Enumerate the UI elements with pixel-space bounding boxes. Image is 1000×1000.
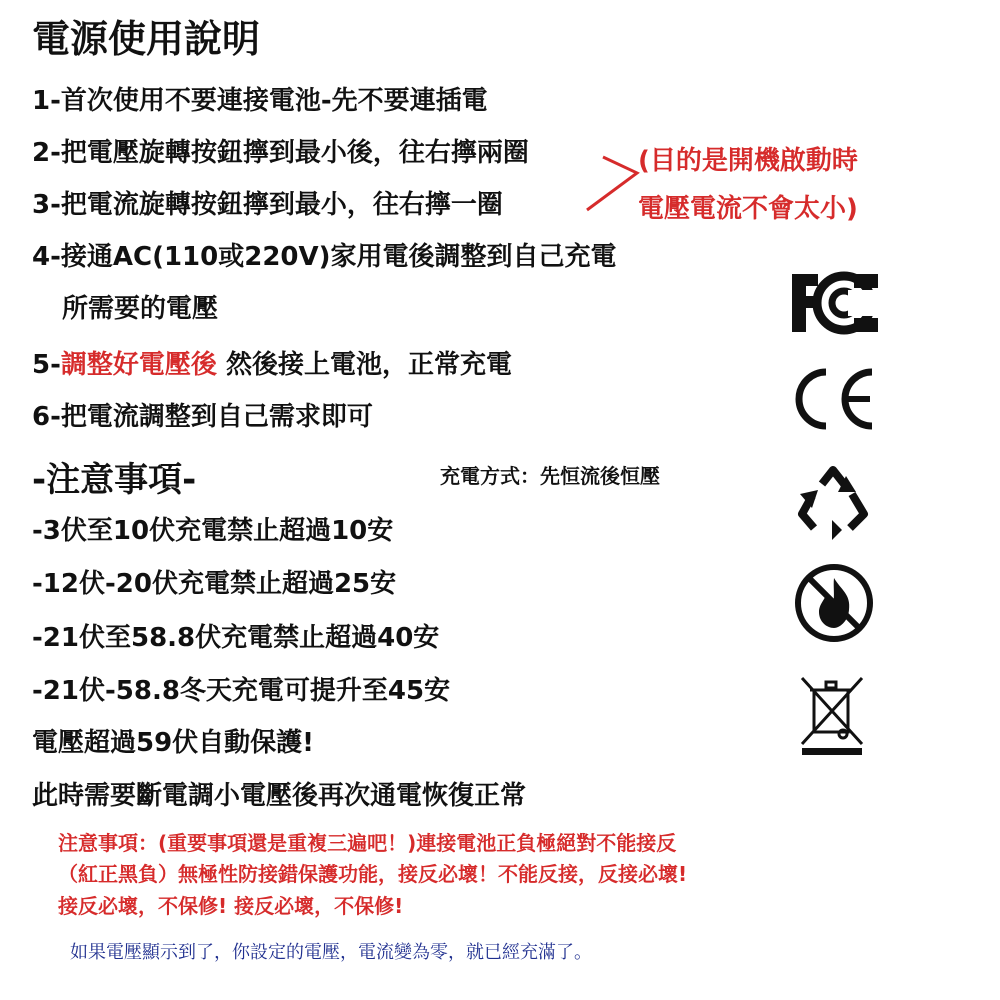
ce-mark-icon <box>788 366 876 432</box>
step-5 <box>32 344 512 381</box>
side-note-line-1: (目的是開機啟動時 <box>638 146 858 176</box>
step-3: 3-把電流旋轉按鈕擰到最小，往右擰一圈 <box>32 190 503 220</box>
warning-line: （紅正黑負）無極性防接錯保護功能，接反必壞！不能反接，反接必壞! <box>58 862 688 886</box>
caution-item: -21伏至58.8伏充電禁止超過40安 <box>32 623 440 653</box>
warning-line: 注意事項：(重要事項還是重複三遍吧！)連接電池正負極絕對不能接反 <box>58 831 677 855</box>
caution-item: -12伏-20伏充電禁止超過25安 <box>32 569 397 599</box>
caution-item: 此時需要斷電調小電壓後再次通電恢復正常 <box>32 781 527 811</box>
step-4: 4-接通AC(110或220V)家用電後調整到自己充電 <box>32 242 617 272</box>
step-1: 1-首次使用不要連接電池-先不要連插電 <box>32 86 488 116</box>
step-5-prefix: 5- <box>32 350 61 380</box>
step-6: 6-把電流調整到自己需求即可 <box>32 402 373 432</box>
charging-method: 充電方式：先恒流後恒壓 <box>440 464 660 488</box>
caution-item: 電壓超過59伏自動保護! <box>32 728 315 758</box>
recycle-icon <box>792 462 874 544</box>
no-fire-icon <box>793 562 875 644</box>
footer-note: 如果電壓顯示到了，你設定的電壓，電流變為零，就已經充滿了。 <box>70 942 592 963</box>
weee-bin-icon <box>798 674 866 756</box>
warning-line: 接反必壞，不保修! 接反必壞，不保修! <box>58 894 404 918</box>
page-title: 電源使用說明 <box>32 17 261 61</box>
step-4-continued: 所需要的電壓 <box>62 294 219 324</box>
step-2: 2-把電壓旋轉按鈕擰到最小後，往右擰兩圈 <box>32 138 529 168</box>
side-note-line-2: 電壓電流不會太小) <box>638 194 858 224</box>
pointer-arrow-icon <box>585 155 645 215</box>
step-5-rest: 然後接上電池，正常充電 <box>225 350 512 380</box>
caution-heading: -注意事項- <box>32 460 197 500</box>
caution-item: -3伏至10伏充電禁止超過10安 <box>32 516 394 546</box>
caution-item: -21伏-58.8冬天充電可提升至45安 <box>32 676 451 706</box>
fcc-logo-icon <box>788 270 878 336</box>
step-5-highlight: 調整好電壓後 <box>60 350 217 380</box>
